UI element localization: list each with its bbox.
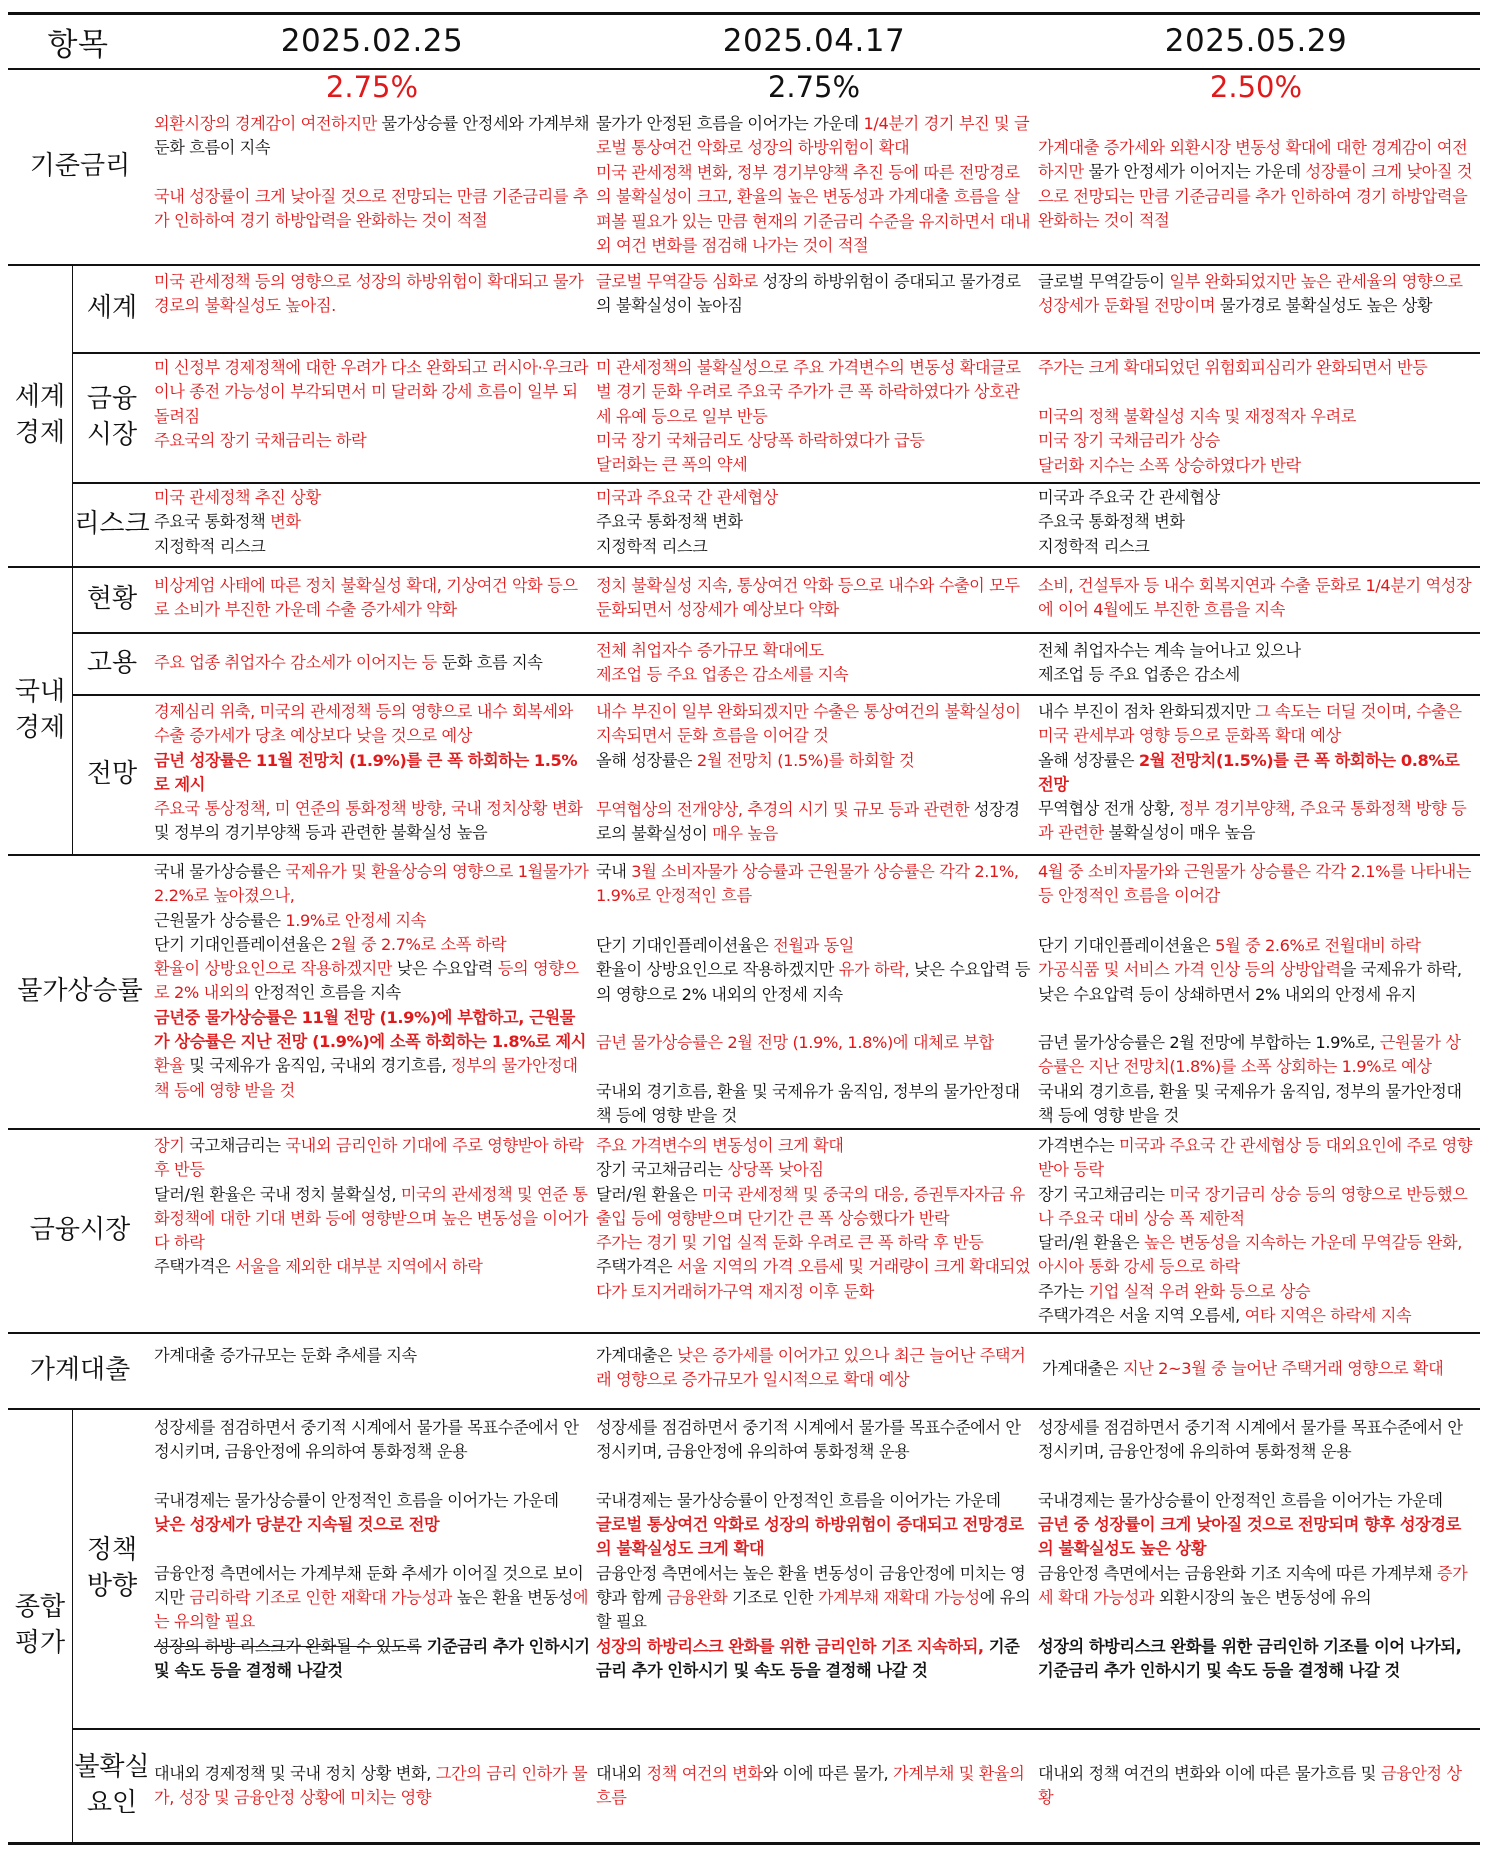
uncertainty-cell-3: 대내외 정책 여건의 변화와 이에 따른 물가흐름 및 금융안정 상황 xyxy=(1038,1764,1462,1808)
fin-market-cell-1: 장기 국고채금리는 국내외 금리인하 기대에 주로 영향받아 하락 후 반등 달러/원 환율은 국내 정치 불확실성, 미국의 관세정책 및 연준 통화정책에 대한 기대 변화 등에 영향받으며 높은 변동성을 이어가다 하락 주택가격은 서울을 제외한 대부분 지역에서 하락 xyxy=(154,1136,589,1277)
employment-cell-2: 전체 취업자수 증가규모 확대에도 제조업 등 주요 업종은 감소세를 지속 xyxy=(596,641,849,685)
outlook-cell-2-b: 무역협상의 전개양상, 추경의 시기 및 규모 등과 관련한 성장경로의 불확실성이 매우 높음 xyxy=(596,800,1020,844)
inflation-cell-3-c: 금년 물가상승률은 2월 전망에 부합하는 1.9%로, 근원물가 상승률은 지난 전망치(1.8%)를 소폭 상회하는 1.9%로 예상 국내외 경기흐름, 환율 및 국제유가 움직임, 정부의 물가안정대책 등에 영향 받을 것 xyxy=(1038,1033,1462,1125)
policy-cell-3: 성장세를 점검하면서 중기적 시계에서 물가를 목표수준에서 안정시키며, 금융안정에 유의하여 통화정책 운용 국내경제는 물가상승률이 안정적인 흐름을 이어가는 가운데 금년 중 성장률이 크게 낮아질 것으로 전망되며 향후 성장경로의 불확실성도 높은 상황 금융안정 측면에서는 금융완화 기조 지속에 따른 가계부채 증가세 확대 가능성과 외환시장의 높은 변동성에 유의 성장의 하방리스크 완화를 위한 금리인하 기조를 이어 나가되, 기준금리 추가 인하시기 및 속도 등을 결정해 나갈 것 xyxy=(1038,1418,1468,1680)
table-bottom-rule xyxy=(8,1842,1480,1845)
row-label-employment: 고용 xyxy=(86,648,138,678)
base-rate-cell-1: 외환시장의 경계감이 여전하지만 물가상승률 안정세와 가계부채 둔화 흐름이 지속 xyxy=(154,114,590,158)
world-fin-cell-3: 주가는 크게 확대되었던 위험회피심리가 완화되면서 반등 xyxy=(1038,358,1428,377)
household-loan-cell-2: 가계대출은 낮은 증가세를 이어가고 있으나 최근 늘어난 주택거래 영향으로 증가규모가 일시적으로 확대 예상 xyxy=(596,1346,1026,1390)
header-date-3: 2025.05.29 xyxy=(1164,23,1348,59)
fin-market-cell-2: 주요 가격변수의 변동성이 크게 확대 장기 국고채금리는 상당폭 낮아짐 달러/원 환율은 미국 관세정책 및 중국의 대응, 증권투자자금 유출입 등에 영향받으며 단기간 큰 폭 상승했다가 반락 주가는 경기 및 기업 실적 둔화 우려로 큰 폭 하락 후 반등 주택가격은 서울 지역의 가격 오름세 및 거래량이 크게 확대되었다가 토지거래허가구역 재지정 이후 둔화 xyxy=(596,1136,1031,1301)
rate-value-3: 2.50% xyxy=(1209,70,1303,104)
group-label-overall-assessment: 종합 평가 xyxy=(14,1592,66,1658)
outlook-cell-1: 경제심리 위축, 미국의 관세정책 등의 영향으로 내수 회복세와 수출 증가세가 당초 예상보다 낮을 것으로 예상 금년 성장률은 11월 전망치 (1.9%)를 큰 폭 하회하는 1.5%로 제시 주요국 통상정책, 미 연준의 통화정책 방향, 국내 정치상황 변화 및 정부의 경기부양책 등과 관련한 불확실성 높음 xyxy=(154,702,583,843)
row-label-world: 세계 xyxy=(86,293,138,323)
status-cell-1: 비상계엄 사태에 따른 정치 불확실성 확대, 기상여건 악화 등으로 소비가 부진한 가운데 수출 증가세가 약화 xyxy=(154,576,578,620)
header-item: 항목 xyxy=(47,26,109,63)
group-label-domestic-economy: 국내 경제 xyxy=(14,677,66,743)
risk-cell-2: 미국과 주요국 간 관세협상 주요국 통화정책 변화 지정학적 리스크 xyxy=(596,488,778,556)
world-fin-cell-1: 미 신정부 경제정책에 대한 우려가 다소 완화되고 러시아·우크라이나 종전 가능성이 부각되면서 미 달러화 강세 흐름이 일부 되돌려짐 주요국의 장기 국채금리는 하락 xyxy=(154,358,589,450)
row-label-uncertainty: 불확실 요인 xyxy=(74,1752,150,1818)
row-label-household-loan: 가계대출 xyxy=(29,1355,131,1385)
row-label-inflation: 물가상승률 xyxy=(17,976,143,1006)
fin-market-cell-3: 가격변수는 미국과 주요국 간 관세협상 등 대외요인에 주로 영향받아 등락 장기 국고채금리는 미국 장기금리 상승 등의 영향으로 반등했으나 주요국 대비 상승 폭 제한적 달러/원 환율은 높은 변동성을 지속하는 가운데 무역갈등 완화, 아시아 통화 강세 등으로 하락 주가는 기업 실적 우려 완화 등으로 상승 주택가격은 서울 지역 오름세, 여타 지역은 하락세 지속 xyxy=(1038,1136,1473,1326)
row-rule xyxy=(72,352,1480,354)
row-rule xyxy=(8,1408,1480,1410)
row-label-outlook: 전망 xyxy=(86,759,138,789)
row-label-base-rate: 기준금리 xyxy=(29,151,131,181)
inflation-cell-3: 4월 중 소비자물가와 근원물가 상승률은 각각 2.1%를 나타내는 등 안정적인 흐름을 이어감 xyxy=(1038,862,1472,906)
inflation-cell-1: 국내 물가상승률은 국제유가 및 환율상승의 영향으로 1월물가가 2.2%로 높아졌으나, 근원물가 상승률은 1.9%로 안정세 지속 단기 기대인플레이션율은 2월 중 2.7%로 소폭 하락 환율이 상방요인으로 작용하겠지만 낮은 수요압력 등의 영향으로 2% 내외의 안정적인 흐름을 지속 금년중 물가상승률은 11월 전망 (1.9%)에 부합하고, 근원물가 상승률은 지난 전망 (1.9%)에 소폭 하회하는 1.8%로 제시 환율 및 국제유가 움직임, 국내외 경기흐름, 정부의 물가안정대책 등에 영향 받을 것 xyxy=(154,862,589,1100)
base-rate-cell-1-b: 국내 성장률이 크게 낮아질 것으로 전망되는 만큼 기준금리를 추가 인하하여 경기 하방압력을 완화하는 것이 적절 xyxy=(154,187,589,231)
policy-cell-1: 성장세를 점검하면서 중기적 시계에서 물가를 목표수준에서 안정시키며, 금융안정에 유의하여 통화정책 운용 국내경제는 물가상승률이 안정적인 흐름을 이어가는 가운데 낮은 성장세가 당분간 지속될 것으로 전망 금융안정 측면에서는 가계부채 둔화 추세가 이어질 것으로 보이지만 금리하락 기조로 인한 재확대 가능성과 높은 환율 변동성에는 유의할 필요 성장의 하방 리스크가 완화될 수 있도록 기준금리 추가 인하시기 및 속도 등을 결정해 나갈것 xyxy=(154,1418,590,1680)
world-fin-cell-2: 미 관세정책의 불확실성으로 주요 가격변수의 변동성 확대글로벌 경기 둔화 우려로 주요국 주가가 큰 폭 하락하였다가 상호관세 유예 등으로 일부 반등 미국 장기 국채금리도 상당폭 하락하였다가 급등 달러화는 큰 폭의 약세 xyxy=(596,358,1021,475)
inflation-cell-2-c: 금년 물가상승률은 2월 전망 (1.9%, 1.8%)에 대체로 부합 xyxy=(596,1033,994,1052)
base-rate-cell-3: 가계대출 증가세와 외환시장 변동성 확대에 대한 경계감이 여전하지만 물가 안정세가 이어지는 가운데 성장률이 크게 낮아질 것으로 전망되는 만큼 기준금리를 추가 인하하여 경기 하방압력을 완화하는 것이 적절 xyxy=(1038,138,1473,230)
risk-cell-3: 미국과 주요국 간 관세협상 주요국 통화정책 변화 지정학적 리스크 xyxy=(1038,488,1220,556)
row-label-status: 현황 xyxy=(86,584,138,614)
base-rate-cell-2: 물가가 안정된 흐름을 이어가는 가운데 1/4분기 경기 부진 및 글로벌 통상여건 악화로 성장의 하방위험이 확대 xyxy=(596,114,1030,158)
row-label-policy-direction: 정책 방향 xyxy=(86,1535,138,1601)
uncertainty-cell-1: 대내외 경제정책 및 국내 정치 상황 변화, 그간의 금리 인하가 물가, 성장 및 금융안정 상황에 미치는 영향 xyxy=(154,1764,588,1808)
inflation-cell-2: 국내 3월 소비자물가 상승률과 근원물가 상승률은 각각 2.1%, 1.9%로 안정적인 흐름 xyxy=(596,862,1019,906)
row-rule xyxy=(8,854,1480,856)
row-rule xyxy=(8,264,1480,266)
risk-cell-1: 미국 관세정책 추진 상황 주요국 통화정책 변화 지정학적 리스크 xyxy=(154,488,321,556)
status-cell-3: 소비, 건설투자 등 내수 회복지연과 수출 둔화로 1/4분기 역성장에 이어 4월에도 부진한 흐름을 지속 xyxy=(1038,576,1472,620)
inflation-cell-3-b: 단기 기대인플레이션율은 5월 중 2.6%로 전월대비 하락 가공식품 및 서비스 가격 인상 등의 상방압력을 국제유가 하락, 낮은 수요압력 등이 상쇄하면서 2% 내외의 안정세 유지 xyxy=(1038,936,1462,1004)
outlook-cell-3: 내수 부진이 점차 완화되겠지만 그 속도는 더딜 것이며, 수출은 미국 관세부과 영향 등으로 둔화폭 확대 예상 올해 성장률은 2월 전망치(1.5%)를 큰 폭 하회하는 0.8%로 전망 무역협상 전개 상황, 정부 경기부양책, 주요국 통화정책 방향 등과 관련한 불확실성이 매우 높음 xyxy=(1038,702,1467,843)
inflation-cell-2-b: 단기 기대인플레이션율은 전월과 동일 환율이 상방요인으로 작용하겠지만 유가 하락, 낮은 수요압력 등의 영향으로 2% 내외의 안정세 지속 xyxy=(596,936,1031,1004)
rate-value-1: 2.75% xyxy=(325,70,419,104)
base-rate-cell-2-b: 미국 관세정책 변화, 정부 경기부양책 추진 등에 따른 전망경로의 불확실성이 크고, 환율의 높은 변동성과 가계대출 흐름을 살펴볼 필요가 있는 만큼 현재의 기준금리 수준을 유지하면서 대내외 여건 변화를 점검해 나가는 것이 적절 xyxy=(596,163,1031,255)
world-cell-1: 미국 관세정책 등의 영향으로 성장의 하방위험이 확대되고 물가경로의 불확실성도 높아짐. xyxy=(154,272,584,316)
row-rule xyxy=(8,566,1480,568)
world-cell-2: 글로벌 무역갈등 심화로 성장의 하방위험이 증대되고 물가경로의 불확실성이 높아짐 xyxy=(596,272,1021,316)
row-label-financial-markets: 금융시장 xyxy=(29,1215,131,1245)
status-cell-2: 정치 불확실성 지속, 통상여건 악화 등으로 내수와 수출이 모두 둔화되면서 성장세가 예상보다 약화 xyxy=(596,576,1020,620)
rate-value-2: 2.75% xyxy=(767,70,861,104)
row-label-financial-market: 금융 시장 xyxy=(86,384,138,450)
row-label-risk: 리스크 xyxy=(74,509,150,539)
row-rule xyxy=(8,1332,1480,1334)
outlook-cell-2: 내수 부진이 일부 완화되겠지만 수출은 통상여건의 불확실성이 지속되면서 둔화 흐름을 이어갈 것 올해 성장률은 2월 전망치 (1.5%)를 하회할 것 xyxy=(596,702,1021,770)
header-date-1: 2025.02.25 xyxy=(280,23,464,59)
row-rule xyxy=(72,632,1480,634)
row-rule xyxy=(72,1728,1480,1730)
world-fin-cell-3-b: 미국의 정책 불확실성 지속 및 재정적자 우려로 미국 장기 국채금리가 상승 달러화 지수는 소폭 상승하였다가 반락 xyxy=(1038,407,1356,475)
employment-cell-3: 전체 취업자수는 계속 늘어나고 있으나 제조업 등 주요 업종은 감소세 xyxy=(1038,641,1301,685)
household-loan-cell-1: 가계대출 증가규모는 둔화 추세를 지속 xyxy=(154,1346,417,1365)
row-rule xyxy=(72,694,1480,696)
world-cell-3: 글로벌 무역갈등이 일부 완화되었지만 높은 관세율의 영향으로 성장세가 둔화될 전망이며 물가경로 불확실성도 높은 상황 xyxy=(1038,272,1463,316)
inflation-cell-2-d: 국내외 경기흐름, 환율 및 국제유가 움직임, 정부의 물가안정대책 등에 영향 받을 것 xyxy=(596,1082,1020,1126)
uncertainty-cell-2: 대내외 정책 여건의 변화와 이에 따른 물가, 가계부채 및 환율의 흐름 xyxy=(596,1764,1025,1808)
employment-cell-1: 주요 업종 취업자수 감소세가 이어지는 등 둔화 흐름 지속 xyxy=(154,653,543,672)
header-date-2: 2025.04.17 xyxy=(722,23,906,59)
household-loan-cell-3: 가계대출은 지난 2~3월 중 늘어난 주택거래 영향으로 확대 xyxy=(1042,1359,1444,1378)
row-rule xyxy=(72,482,1480,484)
policy-cell-2: 성장세를 점검하면서 중기적 시계에서 물가를 목표수준에서 안정시키며, 금융안정에 유의하여 통화정책 운용 국내경제는 물가상승률이 안정적인 흐름을 이어가는 가운데 글로벌 통상여건 악화로 성장의 하방위험이 증대되고 전망경로의 불확실성도 크게 확대 금융안정 측면에서는 높은 환율 변동성이 금융안정에 미치는 영향과 함께 금융완화 기조로 인한 가계부채 재확대 가능성에 유의할 필요 성장의 하방리스크 완화를 위한 금리인하 기조 지속하되, 기준금리 추가 인하시기 및 속도 등을 결정해 나갈 것 xyxy=(596,1418,1031,1680)
group-label-world-economy: 세계 경제 xyxy=(14,382,66,448)
